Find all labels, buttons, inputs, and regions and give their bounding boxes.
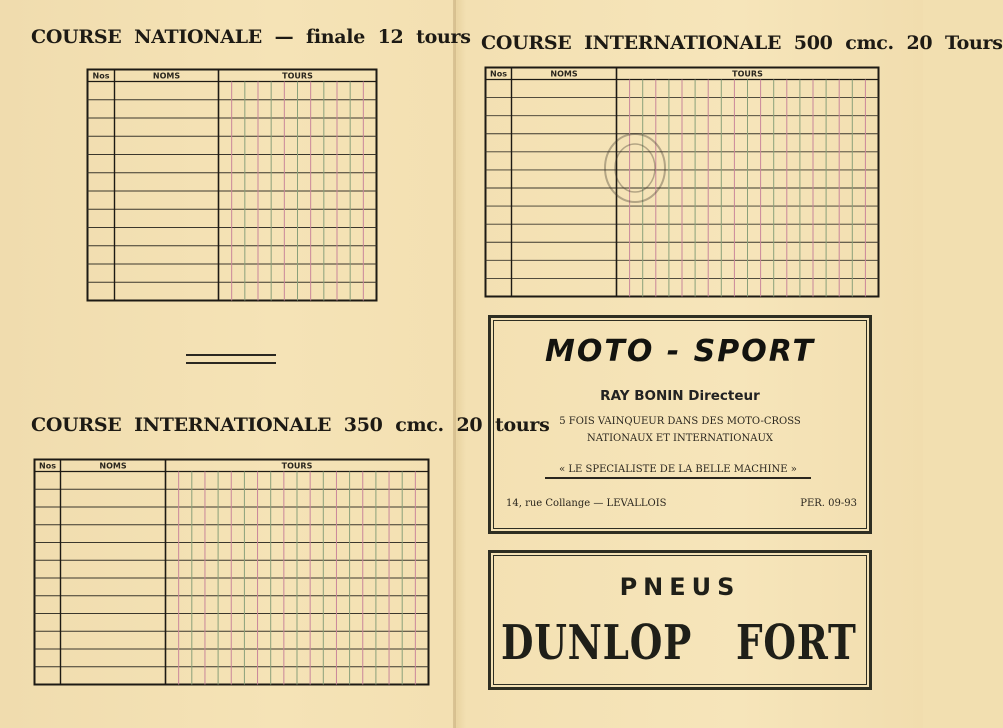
director-line: RAY BONIN Directeur — [600, 388, 760, 404]
intl350-results-grid — [33, 458, 430, 686]
national-results-grid — [86, 68, 378, 302]
section-divider — [186, 354, 276, 364]
fort-word: FORT — [736, 615, 857, 671]
intl350-heading: COURSE INTERNATIONALE 350 cmc. 20 tours — [31, 414, 550, 436]
col-tours-header: TOURS — [732, 69, 763, 79]
national-heading: COURSE NATIONALE — finale 12 tours — [31, 26, 471, 48]
dunlop-word: DUNLOP — [501, 615, 693, 671]
col-tours-header: TOURS — [281, 461, 313, 471]
shop-address: 14, rue Collange — LEVALLOIS — [506, 498, 667, 509]
center-fold — [453, 0, 456, 728]
col-no-header: Nos — [92, 71, 110, 81]
dunlop-ad — [488, 550, 872, 690]
col-names-header: NOMS — [550, 69, 578, 79]
faded-stamp-mark — [600, 130, 670, 205]
col-no-header: Nos — [39, 461, 56, 471]
col-no-header: Nos — [490, 69, 507, 79]
col-tours-header: TOURS — [282, 71, 313, 81]
moto-sport-ad — [488, 315, 872, 534]
slogan: « LE SPECIALISTE DE LA BELLE MACHINE » — [545, 464, 811, 479]
moto-sport-brand: MOTO - SPORT — [545, 334, 815, 369]
intl500-heading: COURSE INTERNATIONALE 500 cmc. 20 Tours — [481, 32, 1003, 54]
col-names-header: NOMS — [99, 461, 127, 471]
intl500-results-grid — [484, 66, 880, 298]
phone-number: PER. 09-93 — [800, 498, 857, 509]
pneus-label: PNEUS — [619, 573, 741, 601]
col-names-header: NOMS — [152, 71, 181, 81]
victories-text: 5 FOIS VAINQUEUR DANS DES MOTO-CROSS NATIONAUX ET INTERNATIONAUX — [559, 416, 801, 444]
